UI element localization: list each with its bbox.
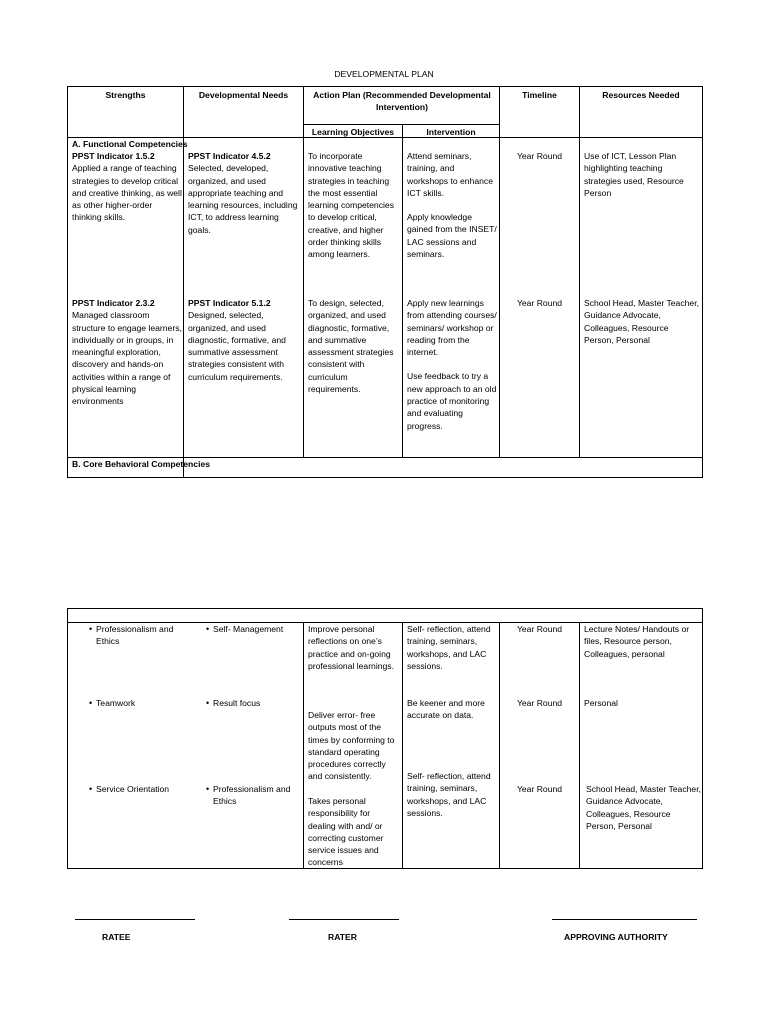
column-divider	[579, 622, 580, 869]
bullet-icon: •	[206, 698, 210, 708]
header-intervention: Intervention	[426, 127, 476, 137]
column-divider	[579, 87, 580, 457]
objective-text: To incorporate innovative teaching strategies in teaching the most essential learning competencies to develop critical, creative, and higher order thinking skills among learners.	[308, 151, 394, 260]
resources-text: Personal	[584, 698, 618, 708]
column-divider	[499, 87, 500, 457]
strength-item	[68, 783, 183, 795]
strength-text: Managed classroom structure to engage learners, individually or in groups, in meaningful exploration, discovery and hands-on activities within a range of physical learning environments	[72, 310, 182, 407]
strength-cell	[72, 297, 182, 408]
row-divider	[303, 124, 499, 125]
section-core-behavioral-competencies: B. Core Behavioral Competencies	[72, 459, 211, 469]
strength-item	[68, 697, 183, 709]
strength-indicator: PPST Indicator 2.3.2	[72, 298, 155, 308]
resources-text: School Head, Master Teacher, Guidance Advocate, Colleagues, Resource Person, Personal	[586, 784, 701, 831]
header-strengths: Strengths	[105, 90, 146, 100]
need-text: Designed, selected, organized, and used diagnostic, formative, and summative assessment strategies consistent with curriculum requirements.	[188, 310, 286, 382]
intervention-text: Attend seminars, training, and workshops to enhance ICT skills.	[407, 151, 493, 198]
timeline-cell: Year Round	[516, 624, 563, 634]
resources-text: School Head, Master Teacher, Guidance Advocate, Colleagues, Resource Person, Personal	[584, 298, 699, 345]
intervention-text: Apply new learnings from attending courses/ seminars/ workshop or reading from the internet.	[407, 298, 497, 358]
timeline-cell: Year Round	[516, 298, 563, 308]
developmental-plan-table	[67, 86, 703, 478]
need-text: Result focus	[213, 698, 261, 708]
timeline-cell: Year Round	[516, 698, 563, 708]
bullet-icon: •	[89, 624, 93, 634]
strength-cell	[72, 150, 182, 224]
resources-text: Use of ICT, Lesson Plan highlighting teaching strategies used, Resource Person	[584, 151, 684, 198]
header-developmental-needs: Developmental Needs	[198, 90, 289, 100]
column-divider	[303, 87, 304, 457]
header-learning-objectives: Learning Objectives	[311, 127, 395, 137]
objective-text: Takes personal responsibility for dealing with and/ or correcting customer service issues and concerns	[308, 796, 384, 868]
need-cell	[188, 297, 301, 383]
strength-text: Applied a range of teaching strategies to develop critical and creative thinking, as well as other higher-order thinking skills.	[72, 163, 182, 223]
resources-cell	[584, 297, 700, 346]
section-functional-competencies: A. Functional Competencies	[72, 139, 188, 149]
strength-text: Service Orientation	[96, 784, 170, 794]
need-indicator: PPST Indicator 4.5.2	[188, 151, 271, 161]
header-action-plan: Action Plan (Recommended Developmental Intervention)	[313, 90, 491, 113]
need-item	[185, 697, 303, 709]
resources-text: Lecture Notes/ Handouts or files, Resource person, Colleagues, personal	[584, 624, 690, 659]
page-title: DEVELOPMENTAL PLAN	[334, 69, 434, 79]
bullet-icon: •	[206, 784, 210, 794]
rater-signature-line	[289, 919, 399, 920]
objective-text: To design, selected, organized, and used diagnostic, formative, and summative assessment strategies consistent with curriculum requirements.	[308, 298, 394, 395]
column-divider	[303, 622, 304, 869]
intervention-text: Self- reflection, attend training, seminars, workshops, and LAC sessions.	[407, 624, 491, 671]
need-indicator: PPST Indicator 5.1.2	[188, 298, 271, 308]
need-cell	[188, 150, 301, 236]
column-divider	[499, 622, 500, 869]
objective-text: Deliver error- free outputs most of the times by conforming to standard operating procedures correctly and consistently.	[308, 710, 395, 782]
need-item	[185, 623, 303, 635]
approving-authority-signature-line	[552, 919, 697, 920]
header-timeline: Timeline	[522, 90, 557, 100]
column-divider	[402, 124, 403, 457]
timeline-cell: Year Round	[516, 784, 563, 794]
objective-cell	[308, 150, 402, 261]
ratee-signature-line	[75, 919, 195, 920]
approving-authority-label: APPROVING AUTHORITY	[564, 932, 668, 942]
strength-text: Professionalism and Ethics	[96, 624, 174, 647]
intervention-cell	[407, 150, 497, 260]
bullet-icon: •	[206, 624, 210, 634]
intervention-text: Be keener and more accurate on data.	[407, 698, 485, 721]
column-divider	[402, 622, 403, 869]
intervention-text: Apply knowledge gained from the INSET/ LAC sessions and seminars.	[407, 212, 497, 260]
need-text: Professionalism and Ethics	[213, 784, 291, 807]
resources-cell	[584, 150, 700, 199]
objective-cell	[308, 297, 402, 395]
strength-indicator: PPST Indicator 1.5.2	[72, 151, 155, 161]
need-item	[185, 783, 303, 808]
intervention-text: Self- reflection, attend training, seminars, workshops, and LAC sessions.	[407, 771, 491, 818]
need-text: Self- Management	[213, 624, 284, 634]
need-text: Selected, developed, organized, and used appropriate teaching and learning resources, including ICT, to address learning goals.	[188, 163, 298, 235]
bullet-icon: •	[89, 784, 93, 794]
timeline-cell: Year Round	[516, 151, 563, 161]
strength-item	[68, 623, 183, 648]
ratee-label: RATEE	[102, 932, 131, 942]
intervention-text: Use feedback to try a new approach to an old practice of monitoring and evaluating progress.	[407, 371, 497, 431]
rater-label: RATER	[328, 932, 357, 942]
strength-text: Teamwork	[96, 698, 136, 708]
header-resources: Resources Needed	[602, 90, 680, 100]
core-competencies-table	[67, 608, 703, 869]
intervention-cell	[407, 297, 497, 432]
objective-text: Improve personal reflections on one’s practice and on-going professional learnings.	[308, 624, 394, 671]
bullet-icon: •	[89, 698, 93, 708]
